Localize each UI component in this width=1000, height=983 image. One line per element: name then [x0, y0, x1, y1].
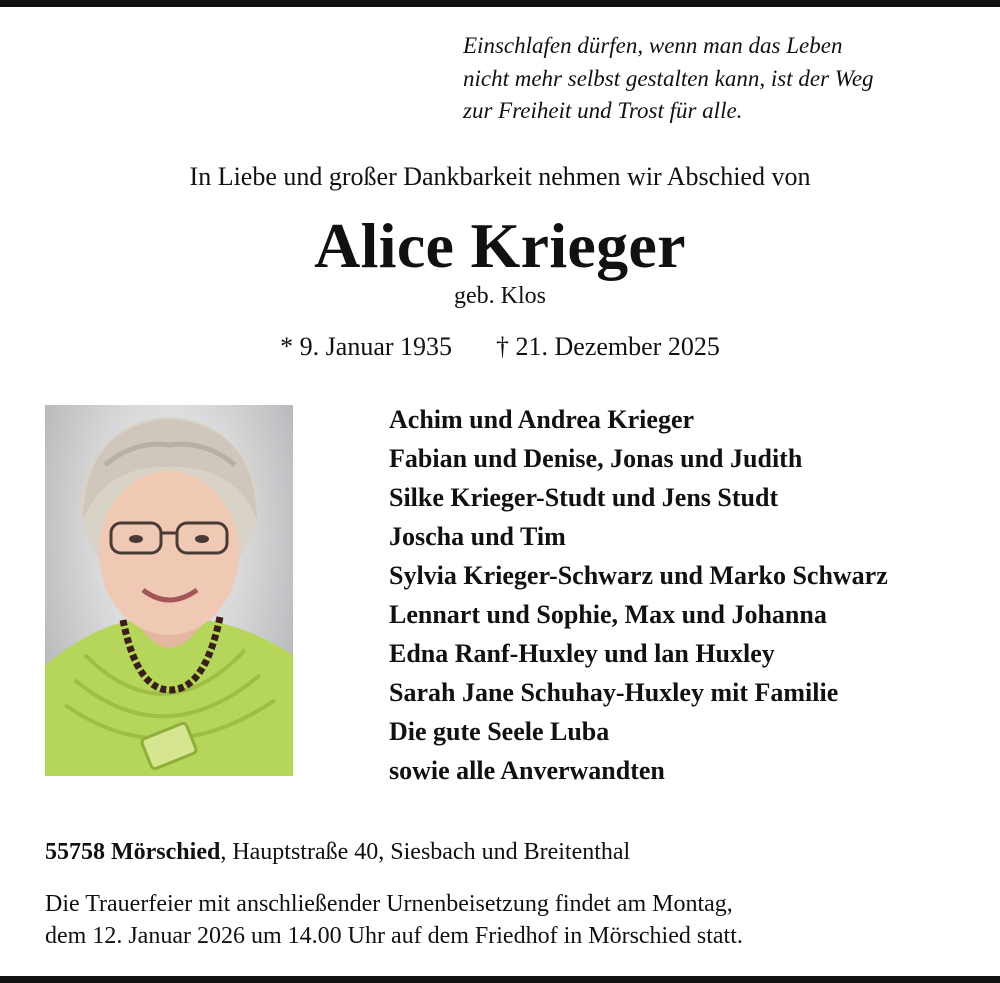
mourner-entry: Silke Krieger-Studt und Jens Studt: [389, 483, 779, 512]
mourner-entry: Lennart und Sophie, Max und Johanna: [389, 600, 827, 629]
mourners-list: [389, 400, 989, 790]
mourner-entry: Sylvia Krieger-Schwarz und Marko Schwarz: [389, 561, 888, 590]
service-line: dem 12. Januar 2026 um 14.00 Uhr auf dem Friedhof in Mörschied statt.: [45, 923, 743, 949]
memorial-poem: [463, 30, 983, 128]
mourner-entry: Sarah Jane Schuhay-Huxley mit Familie: [389, 678, 839, 707]
farewell-intro: In Liebe und großer Dankbarkeit nehmen wir Abschied von: [189, 162, 811, 191]
family-address: [45, 836, 985, 868]
mourner-entry: Fabian und Denise, Jonas und Judith: [389, 444, 803, 473]
poem-line: zur Freiheit und Trost für alle.: [463, 98, 743, 123]
mourner-entry: sowie alle Anverwandten: [389, 756, 665, 785]
portrait-photo: [45, 405, 293, 776]
mourner-entry: Edna Ranf-Huxley und lan Huxley: [389, 639, 775, 668]
service-line: Die Trauerfeier mit anschließender Urnenbeisetzung findet am Montag,: [45, 891, 733, 917]
address-details: , Hauptstraße 40, Siesbach und Breitenthal: [220, 839, 631, 865]
funeral-service-info: [45, 888, 985, 952]
deceased-name: Alice Krieger: [314, 210, 686, 281]
address-place: 55758 Mörschied: [45, 839, 221, 865]
birth-date: * 9. Januar 1935: [280, 332, 453, 361]
birth-name: geb. Klos: [454, 283, 546, 309]
mourner-entry: Joscha und Tim: [389, 522, 566, 551]
mourner-entry: Achim und Andrea Krieger: [389, 405, 695, 434]
poem-line: Einschlafen dürfen, wenn man das Leben: [463, 33, 843, 58]
death-date: † 21. Dezember 2025: [496, 332, 720, 361]
poem-line: nicht mehr selbst gestalten kann, ist der Weg: [463, 65, 874, 91]
portrait-illustration: [45, 405, 293, 776]
mourner-entry: Die gute Seele Luba: [389, 717, 610, 746]
life-dates: [0, 330, 1000, 364]
